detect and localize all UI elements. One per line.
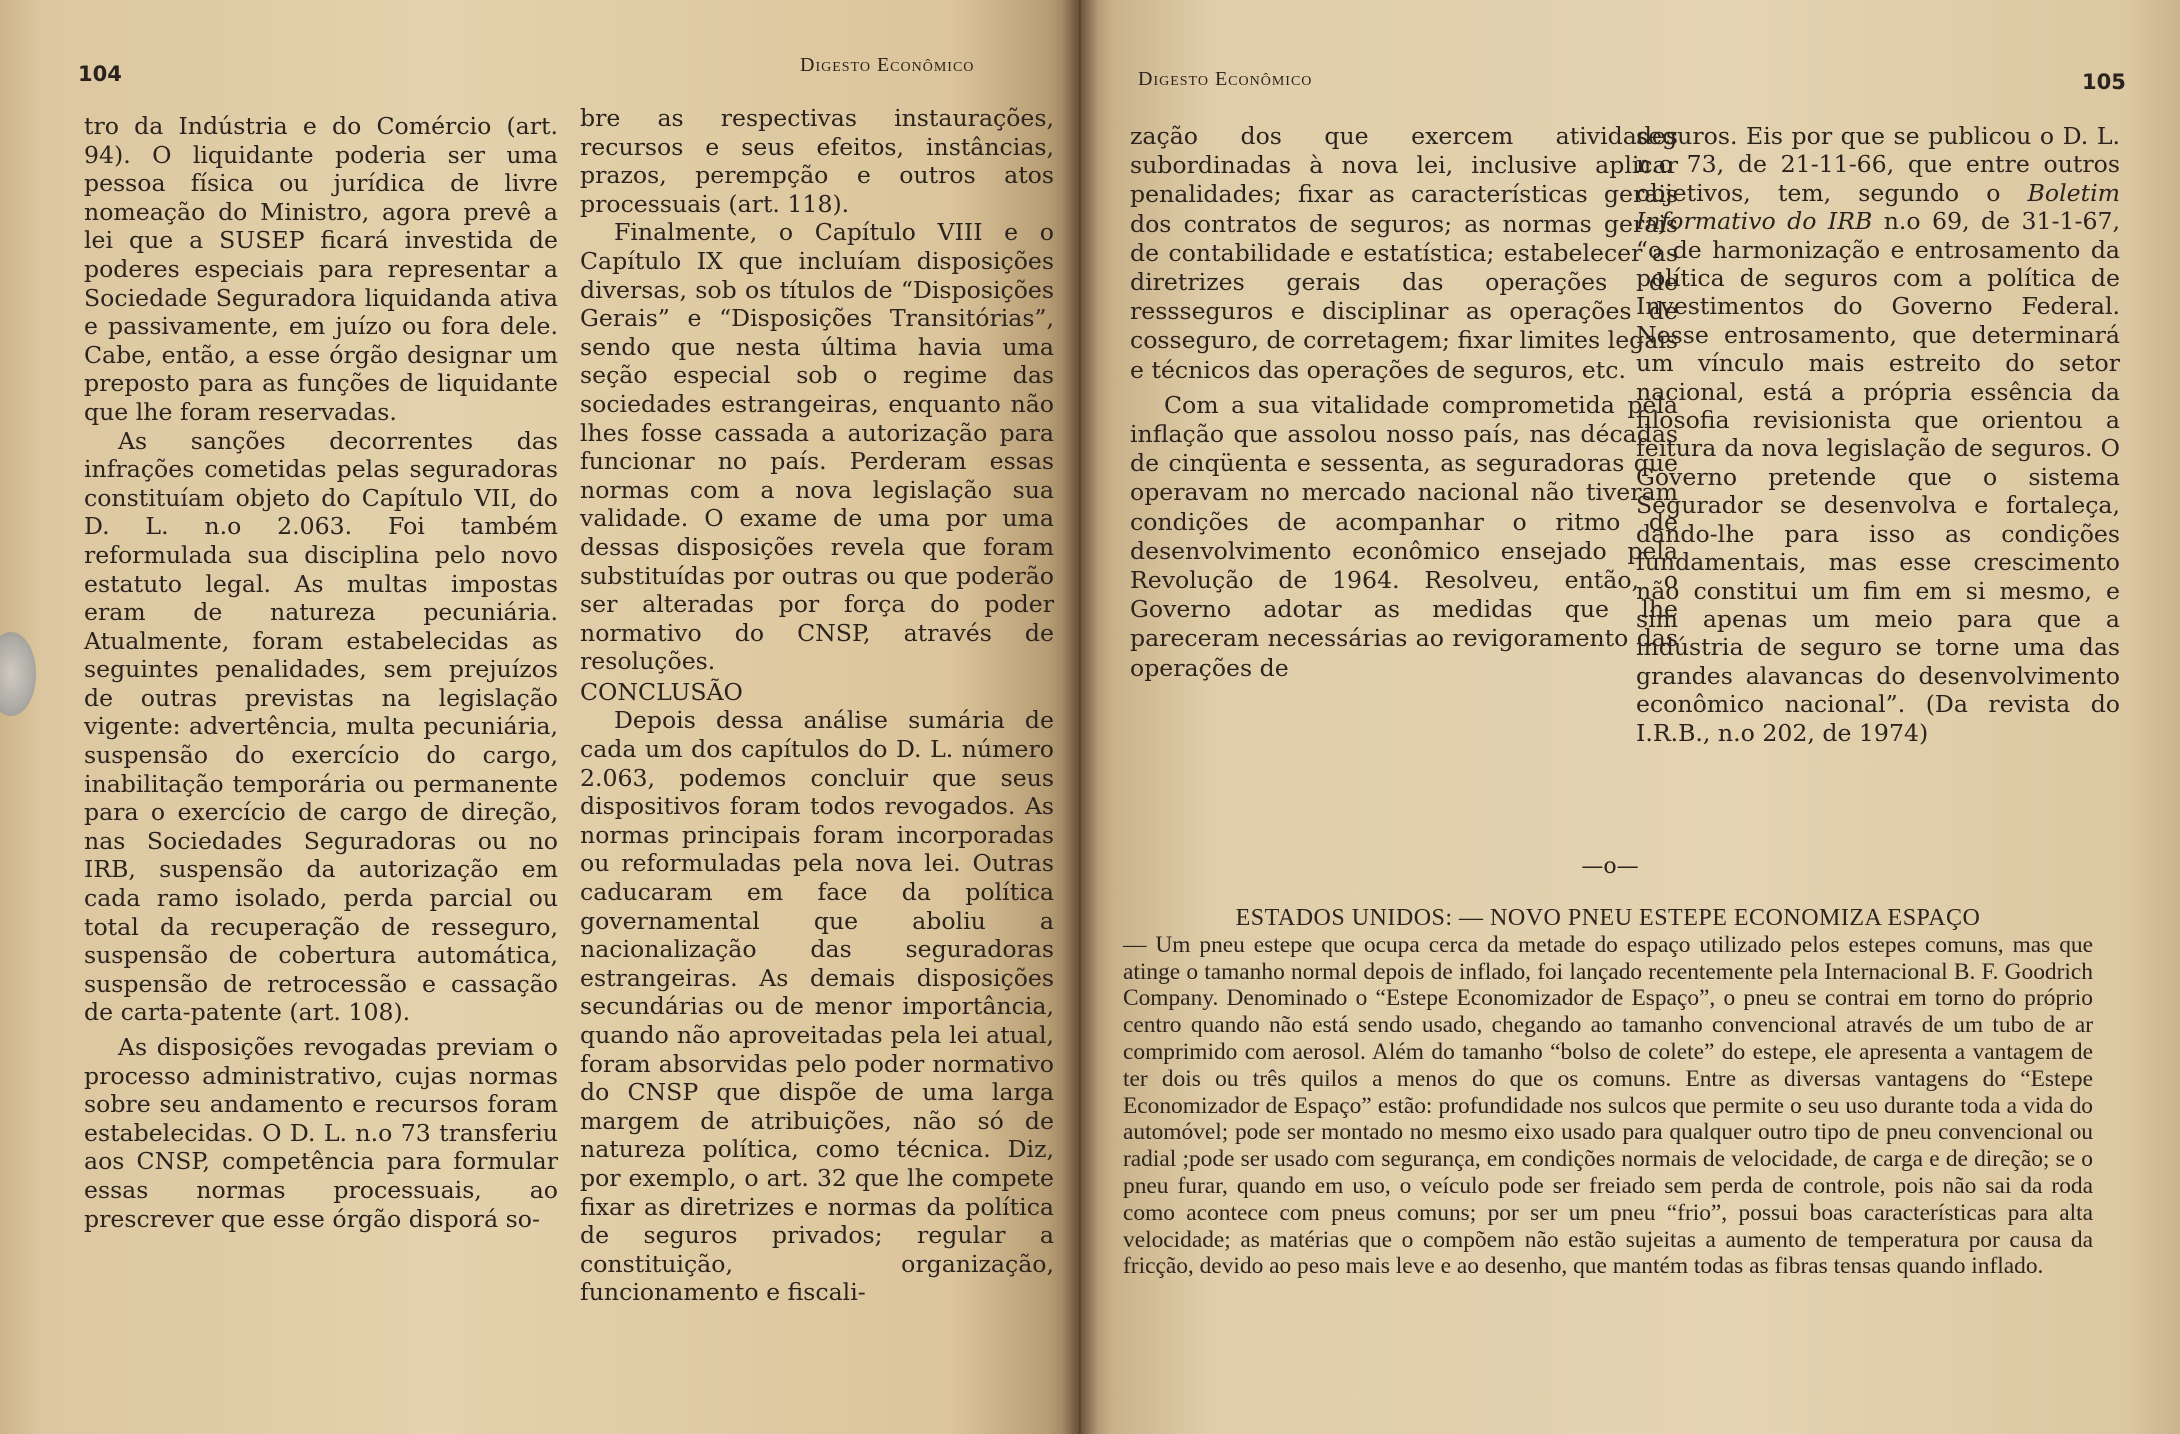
right-column-1	[1130, 122, 1678, 683]
right-column-2	[1636, 122, 2120, 747]
running-head-left: Digesto Econômico	[800, 54, 975, 76]
paragraph: seguros. Eis por que se publicou o D. L. n.o 73, de 21-11-66, que entre outros objetivos, tem, segundo o Boletim Informativo do IRB n.o 69, de 31-1-67, “o de harmonização e entrosamento da política de seguros com a política de Investimentos do Governo Federal. Nesse entrosamento, que determinará um vínculo mais estreito do setor nacional, está a própria essência da filosofia revisionista que orientou a feitura da nova legislação de seguros. O Governo pretende que o sistema Segurador se desenvolva e fortaleça, dando-lhe para isso as condições fundamentais, mas esse crescimento não constitui um fim em si mesmo, e sim apenas um meio para que a indústria de seguro se torne uma das grandes alavancas do desenvolvimento econômico nacional”. (Da revista do I.R.B., n.o 202, de 1974)	[1636, 122, 2120, 747]
paragraph: As disposições revogadas previam o processo administrativo, cujas normas sobre seu andamento e recursos foram estabelecidas. O D. L. n.o 73 transferiu aos CNSP, competência para formular essas normas processuais, ao prescrever que esse órgão disporá so-	[84, 1033, 558, 1233]
paragraph: Depois dessa análise sumária de cada um dos capítulos do D. L. número 2.063, podemos concluir que seus dispositivos foram todos revogados. As normas principais foram incorporadas ou reformuladas pela nova lei. Outras caducaram em face da política governamental que aboliu a nacionalização das seguradoras estrangeiras. As demais disposições secundárias ou de menor importância, quando não aproveitadas pela lei atual, foram absorvidas pelo poder normativo do CNSP que dispõe de uma larga margem de atribuições, não só de natureza política, como técnica. Diz, por exemplo, o art. 32 que lhe compete fixar as diretrizes e normas da política de seguros privados; regular a constituição, organização, funcionamento e fiscali-	[580, 706, 1054, 1307]
publication-title: Boletim Informativo do IRB	[1636, 178, 2120, 236]
section-separator: —o—	[1581, 854, 1639, 879]
page-number-right: 105	[2082, 70, 2126, 94]
left-column-1	[84, 112, 558, 1233]
paragraph: tro da Indústria e do Comércio (art. 94). O liquidante poderia ser uma pessoa física ou jurídica de livre nomeação do Ministro, agora prevê a lei que a SUSEP ficará investida de poderes especiais para representar a Sociedade Seguradora liquidanda ativa e passivamente, em juízo ou fora dele. Cabe, então, a esse órgão designar um preposto para as funções de liquidante que lhe foram reservadas.	[84, 112, 558, 426]
binding-hole	[0, 632, 36, 716]
paragraph: Com a sua vitalidade comprometida pela inflação que assolou nosso país, nas décadas de cinqüenta e sessenta, as seguradoras que operavam no mercado nacional não tiveram condições de acompanhar o ritmo de desenvolvimento econômico ensejado pela Revolução de 1964. Resolveu, então, o Governo adotar as medidas que lhe pareceram necessárias ao revigoramento das operações de	[1130, 390, 1678, 682]
running-head-right: Digesto Econômico	[1138, 68, 1313, 90]
paragraph: Finalmente, o Capítulo VIII e o Capítulo IX que incluíam disposições diversas, sob os títulos de “Disposições Gerais” e “Disposições Transitórias”, sendo que nesta última havia uma seção especial sob o regime das sociedades estrangeiras, enquanto não lhes fosse cassada a autorização para funcionar no país. Perderam essas normas com a nova legislação sua validade. O exame de uma por uma dessas disposições revela que foram substituídas por outras ou que poderão ser alteradas por força do poder normativo do CNSP, através de resoluções.	[580, 218, 1054, 676]
paragraph: As sanções decorrentes das infrações cometidas pelas seguradoras constituíam objeto do Capítulo VII, do D. L. n.o 2.063. Foi também reformulada sua disciplina pelo novo estatuto legal. As multas impostas eram de natureza pecuniária. Atualmente, foram estabelecidas as seguintes penalidades, sem prejuízos de outras previstas na legislação vigente: advertência, multa pecuniária, suspensão do exercício do cargo, inabilitação temporária ou permanente para o exercício de cargo de direção, nas Sociedades Seguradoras ou no IRB, suspensão da autorização em cada ramo isolado, perda parcial ou total da recuperação de resseguro, suspensão de cobertura automática, suspensão de retrocessão e cassação de carta-patente (art. 108).	[84, 426, 558, 1027]
page-number-left: 104	[78, 62, 122, 86]
left-column-2	[580, 104, 1054, 1307]
paragraph: zação dos que exercem atividades subordinadas à nova lei, inclusive aplicar penalidades; fixar as características gerais dos contratos de seguros; as normas gerais de contabilidade e estatística; estabelecer as diretrizes gerais das operações de ressseguros e disciplinar as operações de cosseguro, de corretagem; fixar limites legais e técnicos das operações de seguros, etc.	[1130, 122, 1678, 384]
paragraph: bre as respectivas instaurações, recursos e seus efeitos, instâncias, prazos, perempção e outros atos processuais (art. 118).	[580, 104, 1054, 218]
section-heading: CONCLUSÃO	[580, 677, 743, 706]
left-page	[0, 0, 1080, 1434]
news-headline: ESTADOS UNIDOS: — NOVO PNEU ESTEPE ECONOMIZA ESPAÇO	[1235, 905, 1981, 931]
news-body: — Um pneu estepe que ocupa cerca da metade do espaço utilizado pelos estepes comuns, mas que atinge o tamanho normal depois de inflado, foi lançado recentemente pela Internacional B. F. Goodrich Company. Denominado o “Estepe Economizador de Espaço”, o pneu se contrai em torno do próprio centro quando não está sendo usado, chegando ao tamanho convencional através de um tubo de ar comprimido com aerosol. Além do tamanho “bolso de colete” do estepe, ele apresenta a vantagem de ter dois ou três quilos a menos do que os comuns. Entre as diversas vantagens do “Estepe Economizador de Espaço” estão: profundidade nos sulcos que permite o seu uso durante toda a vida do automóvel; pode ser montado no mesmo eixo usado para qualquer outro tipo de pneu convencional ou radial ;pode ser usado com segurança, em condições normais de velocidade, de carga e de direção; se o pneu furar, quando em uso, o veículo pode ser freiado sem perda de controle, pois não sai da roda como acontece com pneus comuns; por ser um pneu “frio”, possui boas características para alta velocidade; as matérias que o compõem não estão sujeitas a aumento de temperatura por causa da fricção, devido ao peso mais leve e ao desenho, que mantém todas as fibras tensas quando inflado.	[1123, 931, 2093, 1280]
book-gutter	[1062, 0, 1098, 1434]
news-item	[1123, 905, 2093, 1280]
